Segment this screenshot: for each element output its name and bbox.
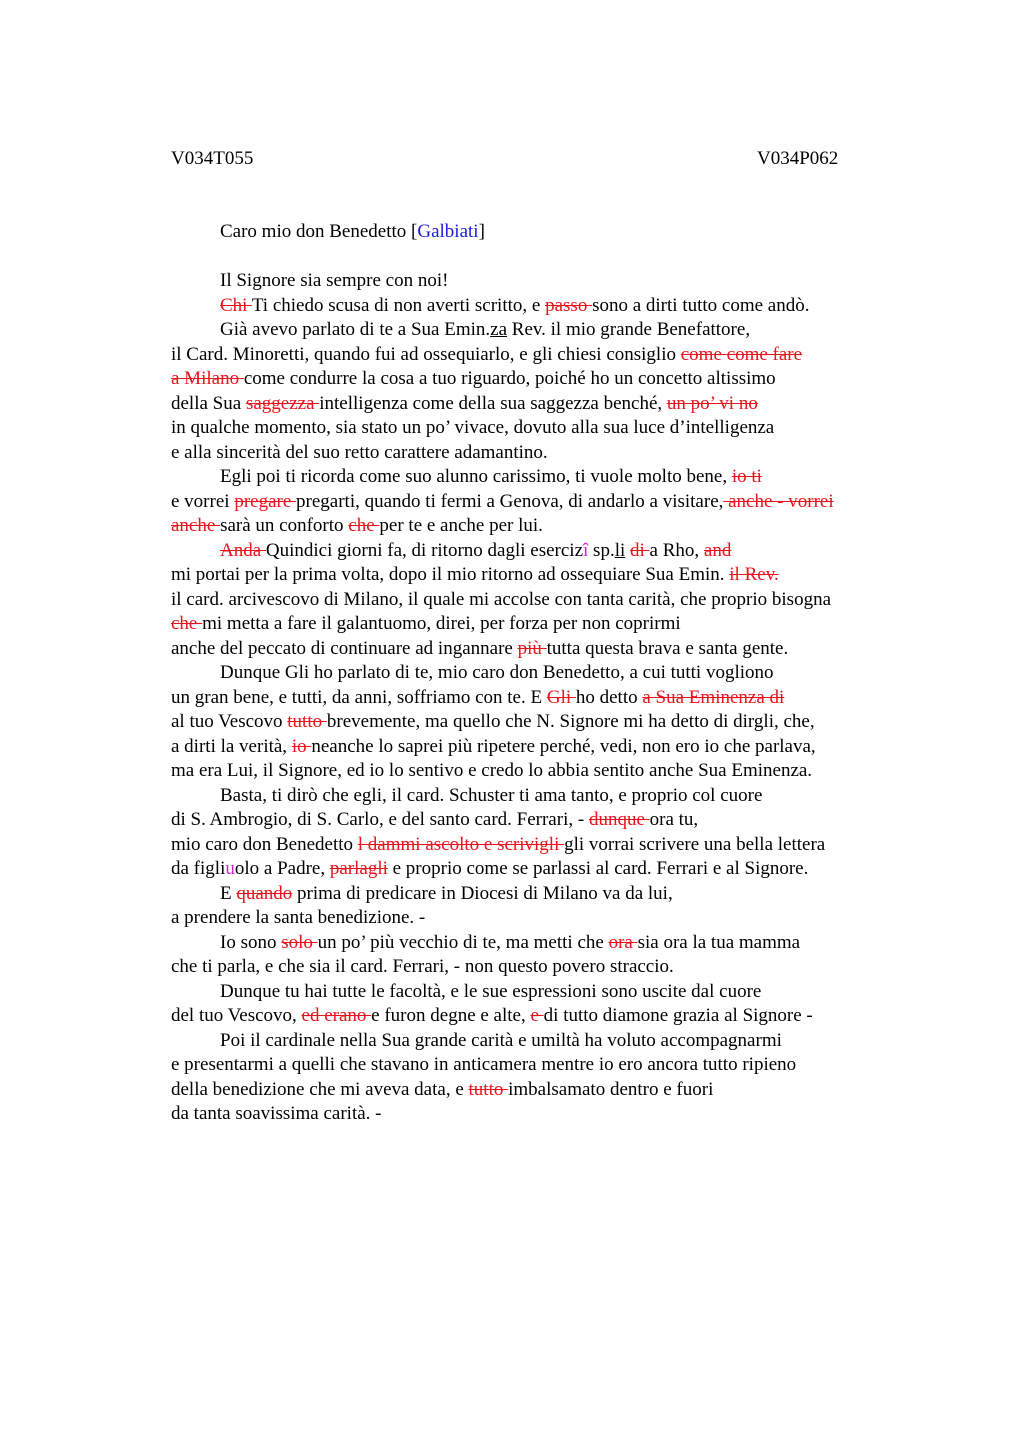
text-segment: Quindici giorni fa, di ritorno dagli eserciz bbox=[265, 539, 584, 561]
text-segment: Già avevo parlato di te a Sua Emin. bbox=[220, 319, 491, 340]
text-line bbox=[171, 833, 951, 858]
text-segment: il card. arcivescovo di Milano, il quale mi accolse con tanta carità, che proprio bisogna bbox=[171, 588, 832, 610]
text-segment: al tuo Vescovo bbox=[171, 711, 288, 732]
text-segment: come condurre la cosa a tuo riguardo, poiché ho un concetto altissimo bbox=[243, 368, 776, 389]
text-line bbox=[171, 980, 951, 1005]
deleted-text: tutto bbox=[468, 1078, 509, 1100]
text-line bbox=[171, 563, 951, 588]
deleted-text: Gli bbox=[546, 686, 576, 708]
text-line bbox=[171, 514, 951, 539]
text-segment: mi portai per la prima volta, dopo il mio ritorno ad ossequiare Sua Emin. bbox=[171, 564, 730, 585]
text-segment: a Rho, bbox=[649, 539, 704, 561]
text-segment: Basta, ti dirò che egli, il card. Schuster ti ama tanto, e proprio col cuore bbox=[220, 784, 763, 806]
text-segment: Egli poi ti ricorda come suo alunno carissimo, ti vuole molto bene, bbox=[220, 466, 732, 487]
deleted-text: solo bbox=[281, 931, 318, 953]
text-segment: brevemente, ma quello che N. Signore mi ha detto di dirgli, che, bbox=[326, 711, 815, 732]
text-line bbox=[171, 1029, 951, 1054]
deleted-text: pregare bbox=[234, 490, 297, 512]
text-line bbox=[171, 955, 951, 980]
text-segment: il Card. Minoretti, quando fui ad ossequiarlo, e gli chiesi consiglio bbox=[171, 343, 681, 365]
text-line bbox=[171, 343, 951, 368]
deleted-text: ed erano bbox=[301, 1005, 372, 1026]
deleted-text: io bbox=[291, 735, 312, 757]
text-line bbox=[171, 392, 951, 417]
deleted-text: Chi bbox=[220, 294, 252, 316]
text-segment: di S. Ambrogio, di S. Carlo, e del santo card. Ferrari, - bbox=[171, 809, 589, 830]
text-line bbox=[171, 367, 951, 392]
deleted-text: passo bbox=[545, 294, 593, 316]
text-segment: pregarti, quando ti fermi a Genova, di andarlo a visitare, bbox=[296, 490, 724, 512]
text-line bbox=[171, 416, 951, 441]
deleted-text: come come fare bbox=[680, 343, 803, 365]
deleted-text: e bbox=[530, 1005, 544, 1026]
deleted-text: anche bbox=[171, 515, 221, 536]
text-segment: in qualche momento, sia stato un po’ vivace, dovuto alla sua luce d’intelligenza bbox=[171, 417, 775, 438]
text-segment: che ti parla, e che sia il card. Ferrari, - non questo povero straccio. bbox=[171, 956, 674, 977]
deleted-text: Anda bbox=[220, 539, 266, 561]
text-segment: ma era Lui, il Signore, ed io lo sentivo e credo lo abbia sentito anche Sua Eminenza. bbox=[171, 760, 813, 781]
deleted-text: a Milano bbox=[171, 368, 244, 389]
deleted-text: ora bbox=[608, 931, 638, 953]
text-segment: neanche lo saprei più ripetere perché, vedi, non ero io che parlava, bbox=[311, 735, 816, 757]
text-line bbox=[171, 784, 951, 809]
text-segment: ora tu, bbox=[649, 809, 699, 830]
text-segment: da tanta soavissima carità. - bbox=[171, 1103, 382, 1124]
underlined-abbrev: li bbox=[614, 539, 626, 561]
text-line bbox=[171, 735, 951, 760]
deleted-text: quando bbox=[236, 882, 293, 904]
text-segment: Io sono bbox=[220, 931, 282, 953]
blank-line bbox=[171, 245, 951, 270]
text-line bbox=[171, 441, 951, 466]
text-segment: di tutto diamone grazia al Signore - bbox=[543, 1005, 813, 1026]
text-line bbox=[171, 465, 951, 490]
text-line bbox=[171, 808, 951, 833]
text-segment: Caro mio don Benedetto [ bbox=[220, 221, 418, 242]
text-segment: Ti chiedo scusa di non averti scritto, e bbox=[251, 294, 546, 316]
text-segment: anche del peccato di continuare ad ingannare bbox=[171, 637, 518, 659]
text-segment: Il Signore sia sempre con noi! bbox=[220, 270, 449, 291]
text-segment: Dunque tu hai tutte le facoltà, e le sue espressioni sono uscite dal cuore bbox=[220, 980, 762, 1002]
text-line bbox=[171, 882, 951, 907]
text-segment: del tuo Vescovo, bbox=[171, 1005, 302, 1026]
text-line bbox=[171, 269, 951, 294]
deleted-text: che bbox=[348, 515, 380, 536]
document-code-left: V034T055 bbox=[171, 148, 254, 169]
deleted-text: saggezza bbox=[245, 392, 320, 414]
deleted-text: a Sua Eminenza di bbox=[642, 686, 785, 708]
text-segment: gli vorrai scrivere una bella lettera bbox=[564, 833, 826, 855]
text-segment: Poi il cardinale nella Sua grande carità e umiltà ha voluto accompagnarmi bbox=[220, 1029, 782, 1051]
deleted-text: l dammi ascolto e scrivigli bbox=[357, 833, 565, 855]
corrected-char: u bbox=[225, 858, 235, 879]
text-segment: Dunque Gli ho parlato di te, mio caro don Benedetto, a cui tutti vogliono bbox=[220, 662, 774, 683]
deleted-text: più bbox=[517, 637, 547, 659]
text-segment: ] bbox=[478, 221, 485, 242]
text-segment: per te e anche per lui. bbox=[379, 515, 543, 536]
deleted-text: anche - vorrei bbox=[723, 490, 834, 512]
text-line bbox=[171, 661, 951, 686]
text-segment: un po’ più vecchio di te, ma metti che bbox=[317, 931, 609, 953]
text-segment: della Sua bbox=[171, 392, 246, 414]
text-segment: sp. bbox=[588, 539, 615, 561]
text-line bbox=[171, 637, 951, 662]
text-segment: sarà un conforto bbox=[220, 515, 349, 536]
text-line bbox=[171, 294, 951, 319]
text-line bbox=[171, 710, 951, 735]
text-segment: intelligenza come della sua saggezza benché, bbox=[319, 392, 667, 414]
letter-body bbox=[171, 220, 951, 1127]
text-segment: e furon degne e alte, bbox=[371, 1005, 531, 1026]
deleted-text: tutto bbox=[287, 711, 327, 732]
deleted-text: un po’ vi no bbox=[666, 392, 758, 414]
text-segment: e proprio come se parlassi al card. Ferrari e al Signore. bbox=[387, 858, 809, 879]
deleted-text: parlagli bbox=[329, 858, 388, 879]
text-segment: da figli bbox=[171, 858, 226, 879]
text-segment: sono a dirti tutto come andò. bbox=[592, 294, 810, 316]
text-line bbox=[171, 490, 951, 515]
text-segment: olo a Padre, bbox=[234, 858, 330, 879]
text-line bbox=[171, 318, 951, 343]
text-line bbox=[171, 759, 951, 784]
text-segment: della benedizione che mi aveva data, e bbox=[171, 1078, 469, 1100]
deleted-text: il Rev. bbox=[729, 564, 779, 585]
text-line bbox=[171, 220, 951, 245]
text-line bbox=[171, 686, 951, 711]
deleted-text: dunque bbox=[588, 809, 650, 830]
text-segment: a prendere la santa benedizione. - bbox=[171, 907, 426, 928]
annotation-text: Galbiati bbox=[417, 221, 479, 242]
text-line bbox=[171, 1053, 951, 1078]
text-segment: a dirti la verità, bbox=[171, 735, 292, 757]
text-segment: sia ora la tua mamma bbox=[637, 931, 801, 953]
text-segment: e alla sincerità del suo retto carattere adamantino. bbox=[171, 441, 548, 463]
text-line bbox=[171, 1078, 951, 1103]
text-segment: ho detto bbox=[575, 686, 643, 708]
underlined-abbrev: za bbox=[490, 319, 508, 340]
deleted-text: io ti bbox=[731, 466, 762, 487]
text-segment: un gran bene, e tutti, da anni, soffriamo con te. E bbox=[171, 686, 547, 708]
text-segment: Rev. il mio grande Benefattore, bbox=[507, 319, 751, 340]
text-line bbox=[171, 931, 951, 956]
text-segment: e vorrei bbox=[171, 490, 235, 512]
text-segment: e presentarmi a quelli che stavano in anticamera mentre io ero ancora tutto ripieno bbox=[171, 1054, 797, 1075]
text-line bbox=[171, 612, 951, 637]
text-segment: prima di predicare in Diocesi di Milano va da lui, bbox=[292, 882, 673, 904]
corrected-char: î bbox=[583, 539, 589, 561]
text-line bbox=[171, 588, 951, 613]
deleted-text: di bbox=[630, 539, 650, 561]
text-segment: mi metta a fare il galantuomo, direi, per forza per non coprirmi bbox=[202, 613, 681, 634]
text-line bbox=[171, 539, 951, 564]
text-segment: E bbox=[220, 882, 237, 904]
deleted-text: and bbox=[703, 539, 732, 561]
text-line bbox=[171, 1102, 951, 1127]
deleted-text: che bbox=[171, 613, 203, 634]
text-line bbox=[171, 1004, 951, 1029]
text-segment: mio caro don Benedetto bbox=[171, 833, 358, 855]
text-line bbox=[171, 857, 951, 882]
text-segment: tutta questa brava e santa gente. bbox=[546, 637, 789, 659]
text-segment: imbalsamato dentro e fuori bbox=[508, 1078, 714, 1100]
text-line bbox=[171, 906, 951, 931]
document-code-right: V034P062 bbox=[757, 148, 839, 169]
